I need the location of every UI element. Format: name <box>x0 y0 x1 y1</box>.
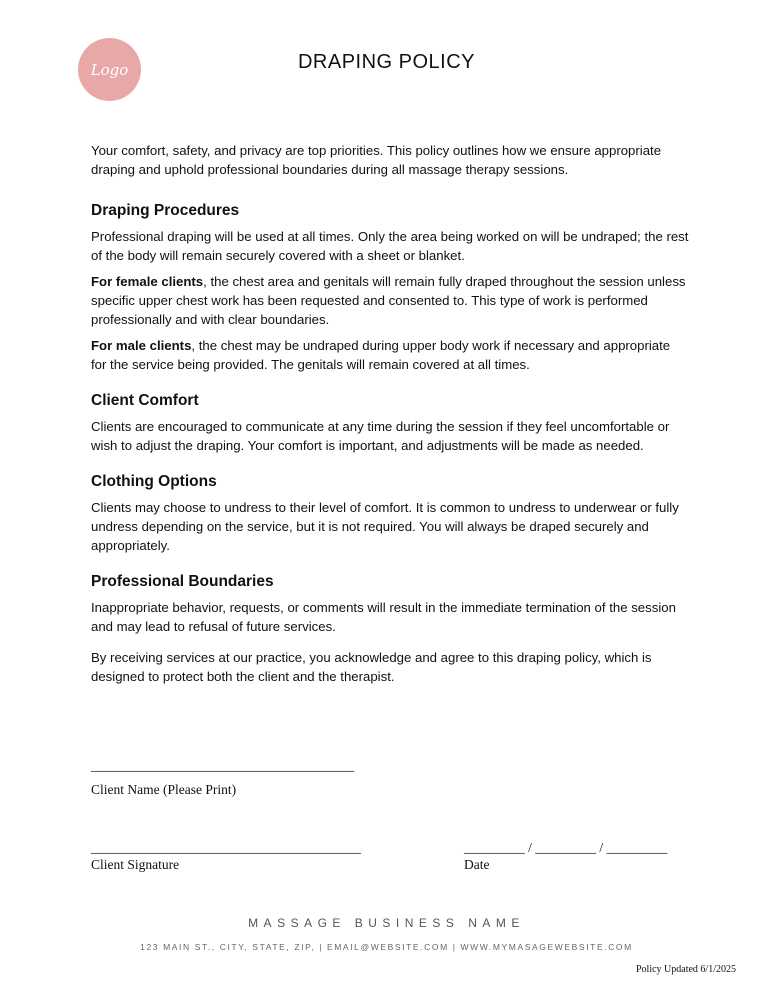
intro-paragraph: Your comfort, safety, and privacy are top priorities. This policy outlines how we ensure appropriate draping and uphold professional boundaries during all massage therapy sessions. <box>91 143 662 177</box>
section-heading: Professional Boundaries <box>91 573 274 590</box>
client-signature-line[interactable]: ________________________________________ <box>91 840 361 855</box>
business-name: MASSAGE BUSINESS NAME <box>248 916 525 930</box>
date-label: Date <box>464 857 490 872</box>
business-contact: 123 MAIN ST., CITY, STATE, ZIP, | EMAIL@WEBSITE.COM | WWW.MYMASAGEWEBSITE.COM <box>140 942 633 952</box>
section-draping-procedures <box>91 201 689 374</box>
document-title: DRAPING POLICY <box>297 51 476 73</box>
client-name-label: Client Name (Please Print) <box>91 782 237 797</box>
date-line[interactable]: _________ / _________ / _________ <box>464 840 668 855</box>
female-clients-paragraph <box>91 272 689 329</box>
male-clients-paragraph <box>91 336 689 374</box>
section-heading: Draping Procedures <box>91 202 240 219</box>
comfort-paragraph: Clients are encouraged to communicate at any time during the session if they feel uncomfortable or wish to adjust the draping. Your comfort is important, and adjustments will be made as needed. <box>91 419 670 453</box>
draping-paragraph: Professional draping will be used at all times. Only the area being worked on will be undraped; the rest of the body will remain securely covered with a sheet or blanket. <box>91 229 689 263</box>
section-heading: Clothing Options <box>91 473 217 490</box>
boundaries-paragraph: Inappropriate behavior, requests, or comments will result in the immediate termination of the session and may lead to refusal of future services. <box>91 600 676 634</box>
policy-body <box>91 141 689 703</box>
female-clients-lead: For female clients <box>91 274 204 289</box>
male-clients-lead: For male clients <box>91 338 192 353</box>
clothing-paragraph: Clients may choose to undress to their level of comfort. It is common to undress to underwear or fully undress depending on the service, but it is not required. You will always be draped securely and appropriately. <box>91 500 679 553</box>
logo-text: Logo <box>90 60 129 79</box>
acknowledgement-paragraph: By receiving services at our practice, you acknowledge and agree to this draping policy, which is designed to protect both the client and the therapist. <box>91 650 652 684</box>
female-clients-text: , the chest area and genitals will remain fully draped throughout the session unless specific upper chest work has been requested and consented to. This type of work is performed professionally and with clear boundaries. <box>91 274 686 327</box>
section-heading: Client Comfort <box>91 392 199 409</box>
section-clothing-options <box>91 472 689 555</box>
male-clients-text: , the chest may be undraped during upper body work if necessary and appropriate for the service being provided. The genitals will remain covered at all times. <box>91 338 671 372</box>
client-name-line[interactable]: _______________________________________ <box>91 758 355 773</box>
client-signature-label: Client Signature <box>91 857 180 872</box>
section-professional-boundaries <box>91 572 689 686</box>
section-client-comfort <box>91 391 689 455</box>
policy-updated-date: Policy Updated 6/1/2025 <box>636 964 736 975</box>
